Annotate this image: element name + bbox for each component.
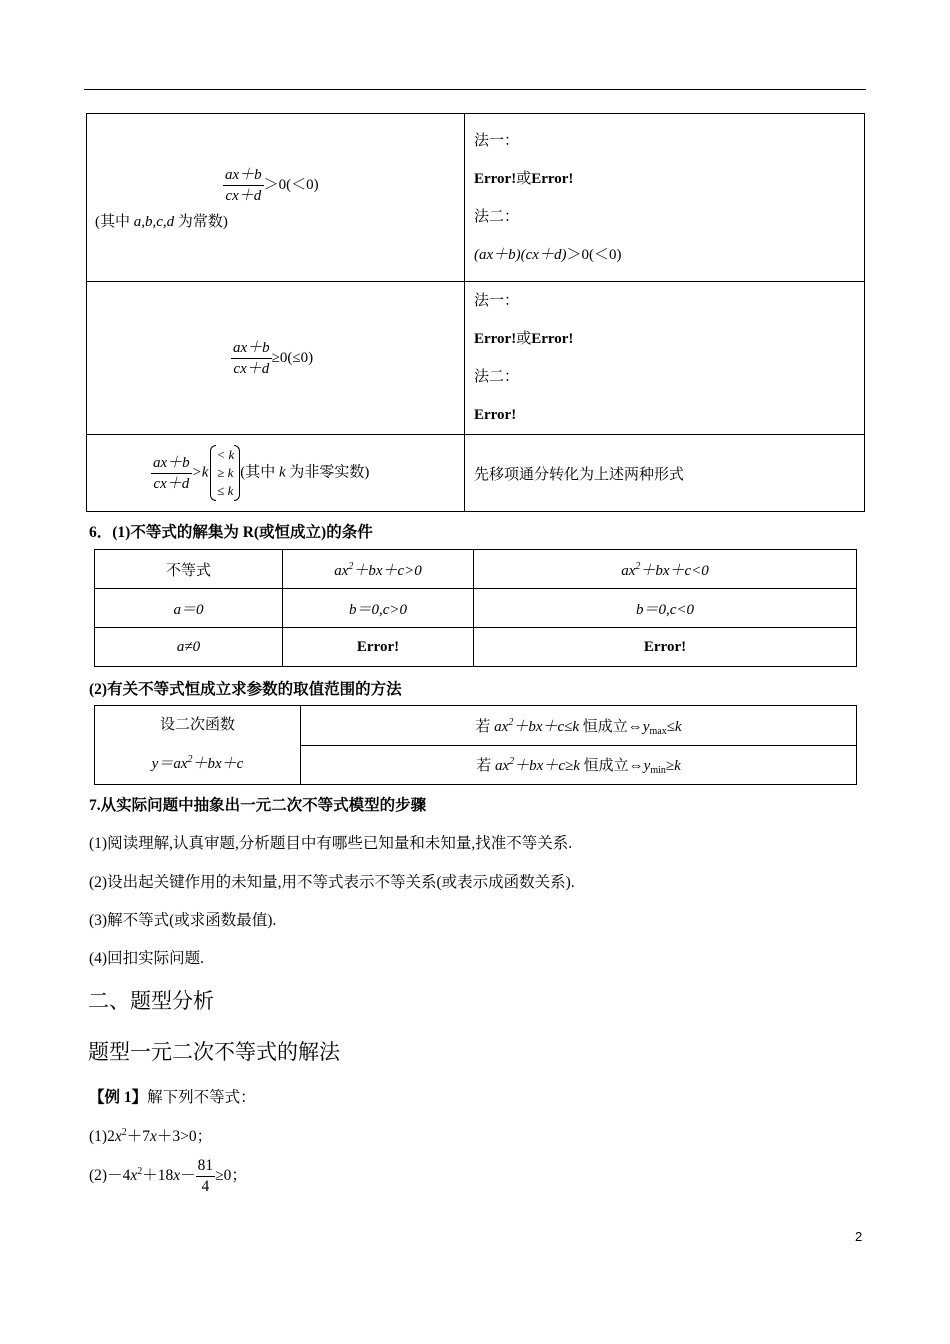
table-row [87, 282, 865, 435]
row2-left: $\frac{ax+b}{cx+d}$ ≥0(≤0) [87, 282, 465, 435]
table-cell: 若 $ax^2+bx+c\le k$ 恒成立$\Leftrightarrow y_{max}\le k$ [301, 706, 857, 746]
table-header-cell: $ax^2+bx+c>0$ [283, 550, 474, 589]
row3-right: 先移项通分转化为上述两种形式 [465, 435, 865, 512]
fraction: $\frac{ax+b}{cx+d}$ [233, 339, 270, 377]
example-part-1: $(1)2x^2+7x+3>0$； [89, 1127, 213, 1145]
table-row [87, 114, 865, 282]
table-cell: Error! [474, 628, 857, 667]
fraction-inequality-table [86, 113, 865, 512]
table-row [95, 550, 857, 589]
table-cell: b＝0,c<0 [474, 589, 857, 628]
section7-title: 7.从实际问题中抽象出一元二次不等式模型的步骤 [89, 797, 427, 814]
table-cell: Error! [283, 628, 474, 667]
example-label: 【例 1】解下列不等式： [89, 1089, 256, 1106]
table-header-cell: 不等式 [95, 550, 283, 589]
heading-sub: 题型一元二次不等式的解法 [88, 1040, 340, 1064]
table-cell: a＝0 [95, 589, 283, 628]
table-row [87, 435, 865, 512]
fraction: $\frac{ax+b}{cx+d}$ [153, 454, 190, 492]
table-cell: 设二次函数 $y=ax^2+bx+c$ [95, 706, 301, 785]
table-cell: b＝0,c>0 [283, 589, 474, 628]
table-row [95, 589, 857, 628]
row2-right: 法一： Error!或Error! 法二： Error! [465, 282, 865, 435]
table-row [95, 706, 857, 746]
list-item: (3)解不等式(或求函数最值). [89, 912, 277, 929]
header-rule [84, 89, 866, 90]
table-cell: a≠0 [95, 628, 283, 667]
list-item: (2)设出起关键作用的未知量,用不等式表示不等关系(或表示成函数关系). [89, 874, 575, 891]
row1-right: 法一： Error!或Error! 法二： (ax＋b)(cx＋d)＞0(＜0) [465, 114, 865, 282]
section6-title: 6．(1)不等式的解集为 R(或恒成立)的条件 [89, 524, 373, 541]
list-item: (1)阅读理解,认真审题,分析题目中有哪些已知量和未知量,找准不等关系. [89, 835, 573, 852]
table-row [95, 628, 857, 667]
solution-set-table [94, 549, 857, 667]
row3-left: $\frac{ax+b}{cx+d}$ >k < k ≥ k ≤ k (其中 k 为非零实数) [87, 435, 465, 512]
fraction: $\frac{ax+b}{cx+d}$ [225, 166, 262, 204]
example-part-2: $(2)-4x^2+18x-$ $\frac{81}{4}$ ≥0； [89, 1157, 247, 1195]
list-item: (4)回扣实际问题. [89, 950, 204, 967]
heading-main: 二、题型分析 [88, 989, 214, 1013]
param-range-table [94, 705, 857, 785]
fraction: $\frac{81}{4}$ [197, 1157, 214, 1195]
page-number: 2 [855, 1229, 863, 1244]
cases-list: < k ≥ k ≤ k [216, 447, 235, 498]
row1-left: $\frac{ax+b}{cx+d}$ ＞0(＜0) (其中 a,b,c,d 为常数) [87, 114, 465, 282]
table-cell: 若 $ax^2+bx+c\ge k$ 恒成立$\Leftrightarrow y_{min}\ge k$ [301, 745, 857, 785]
table-header-cell: $ax^2+bx+c<0$ [474, 550, 857, 589]
section6-2-title: (2)有关不等式恒成立求参数的取值范围的方法 [89, 681, 402, 698]
